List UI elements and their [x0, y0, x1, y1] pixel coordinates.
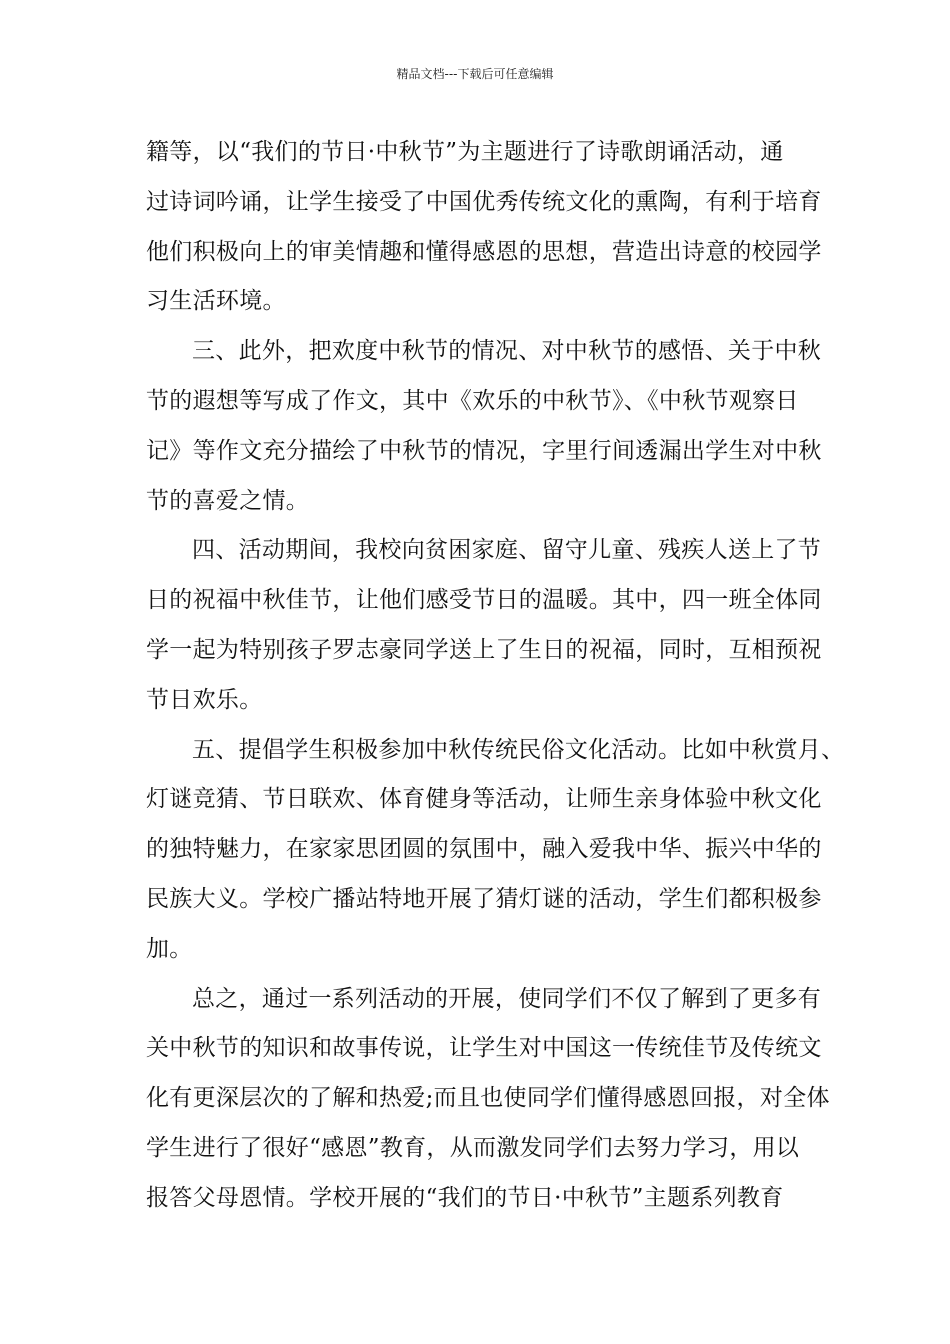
text-line: 五、提倡学生积极参加中秋传统民俗文化活动。比如中秋赏月、 [192, 736, 845, 763]
text-line: 民族大义。学校广播站特地开展了猜灯谜的活动，学生们都积极参 [146, 885, 822, 912]
text-line: 过诗词吟诵，让学生接受了中国优秀传统文化的熏陶，有利于培育 [146, 188, 822, 215]
text-line: 日的祝福中秋佳节，让他们感受节日的温暖。其中，四一班全体同 [146, 587, 822, 614]
paragraph-poetry-recital [146, 128, 822, 327]
text-line: 他们积极向上的审美情趣和懂得感恩的思想，营造出诗意的校园学 [146, 238, 822, 265]
paragraph-summary [146, 975, 830, 1224]
text-line: 籍等，以“我们的节日·中秋节”为主题进行了诗歌朗诵活动，通 [146, 139, 784, 165]
text-line: 加。 [146, 935, 193, 962]
paragraph-blessings [146, 526, 822, 725]
text-line: 三、此外，把欢度中秋节的情况、对中秋节的感悟、关于中秋 [192, 338, 822, 365]
text-line: 记》等作文充分描绘了中秋节的情况，字里行间透漏出学生对中秋 [146, 437, 822, 464]
text-line: 灯谜竞猜、节日联欢、体育健身等活动，让师生亲身体验中秋文化 [146, 786, 822, 813]
page-header: 精品文档---下载后可任意编辑 [396, 67, 554, 81]
text-line: 学生进行了很好“感恩”教育，从而激发同学们去努力学习，用以 [146, 1134, 800, 1161]
text-line: 报答父母恩情。学校开展的“我们的节日·中秋节”主题系列教育 [146, 1184, 784, 1211]
text-line: 节日欢乐。 [146, 686, 263, 713]
text-line: 学一起为特别孩子罗志豪同学送上了生日的祝福，同时，互相预祝 [146, 636, 822, 663]
text-line: 四、活动期间，我校向贫困家庭、留守儿童、残疾人送上了节 [192, 537, 822, 564]
text-line: 的独特魅力，在家家思团圆的氛围中，融入爱我中华、振兴中华的 [146, 836, 822, 863]
text-line: 总之，通过一系列活动的开展，使同学们不仅了解到了更多有 [192, 985, 822, 1012]
paragraph-essays [146, 327, 822, 526]
paragraph-folk-activities [146, 726, 845, 975]
text-line: 习生活环境。 [146, 288, 286, 315]
text-line: 关中秋节的知识和故事传说，让学生对中国这一传统佳节及传统文 [146, 1035, 822, 1062]
text-line: 节的喜爱之情。 [146, 487, 310, 514]
text-line: 节的遐想等写成了作文，其中《欢乐的中秋节》、《中秋节观察日 [146, 387, 799, 414]
text-line: 化有更深层次的了解和热爱;而且也使同学们懂得感恩回报，对全体 [146, 1085, 830, 1112]
document-body [146, 128, 845, 1224]
